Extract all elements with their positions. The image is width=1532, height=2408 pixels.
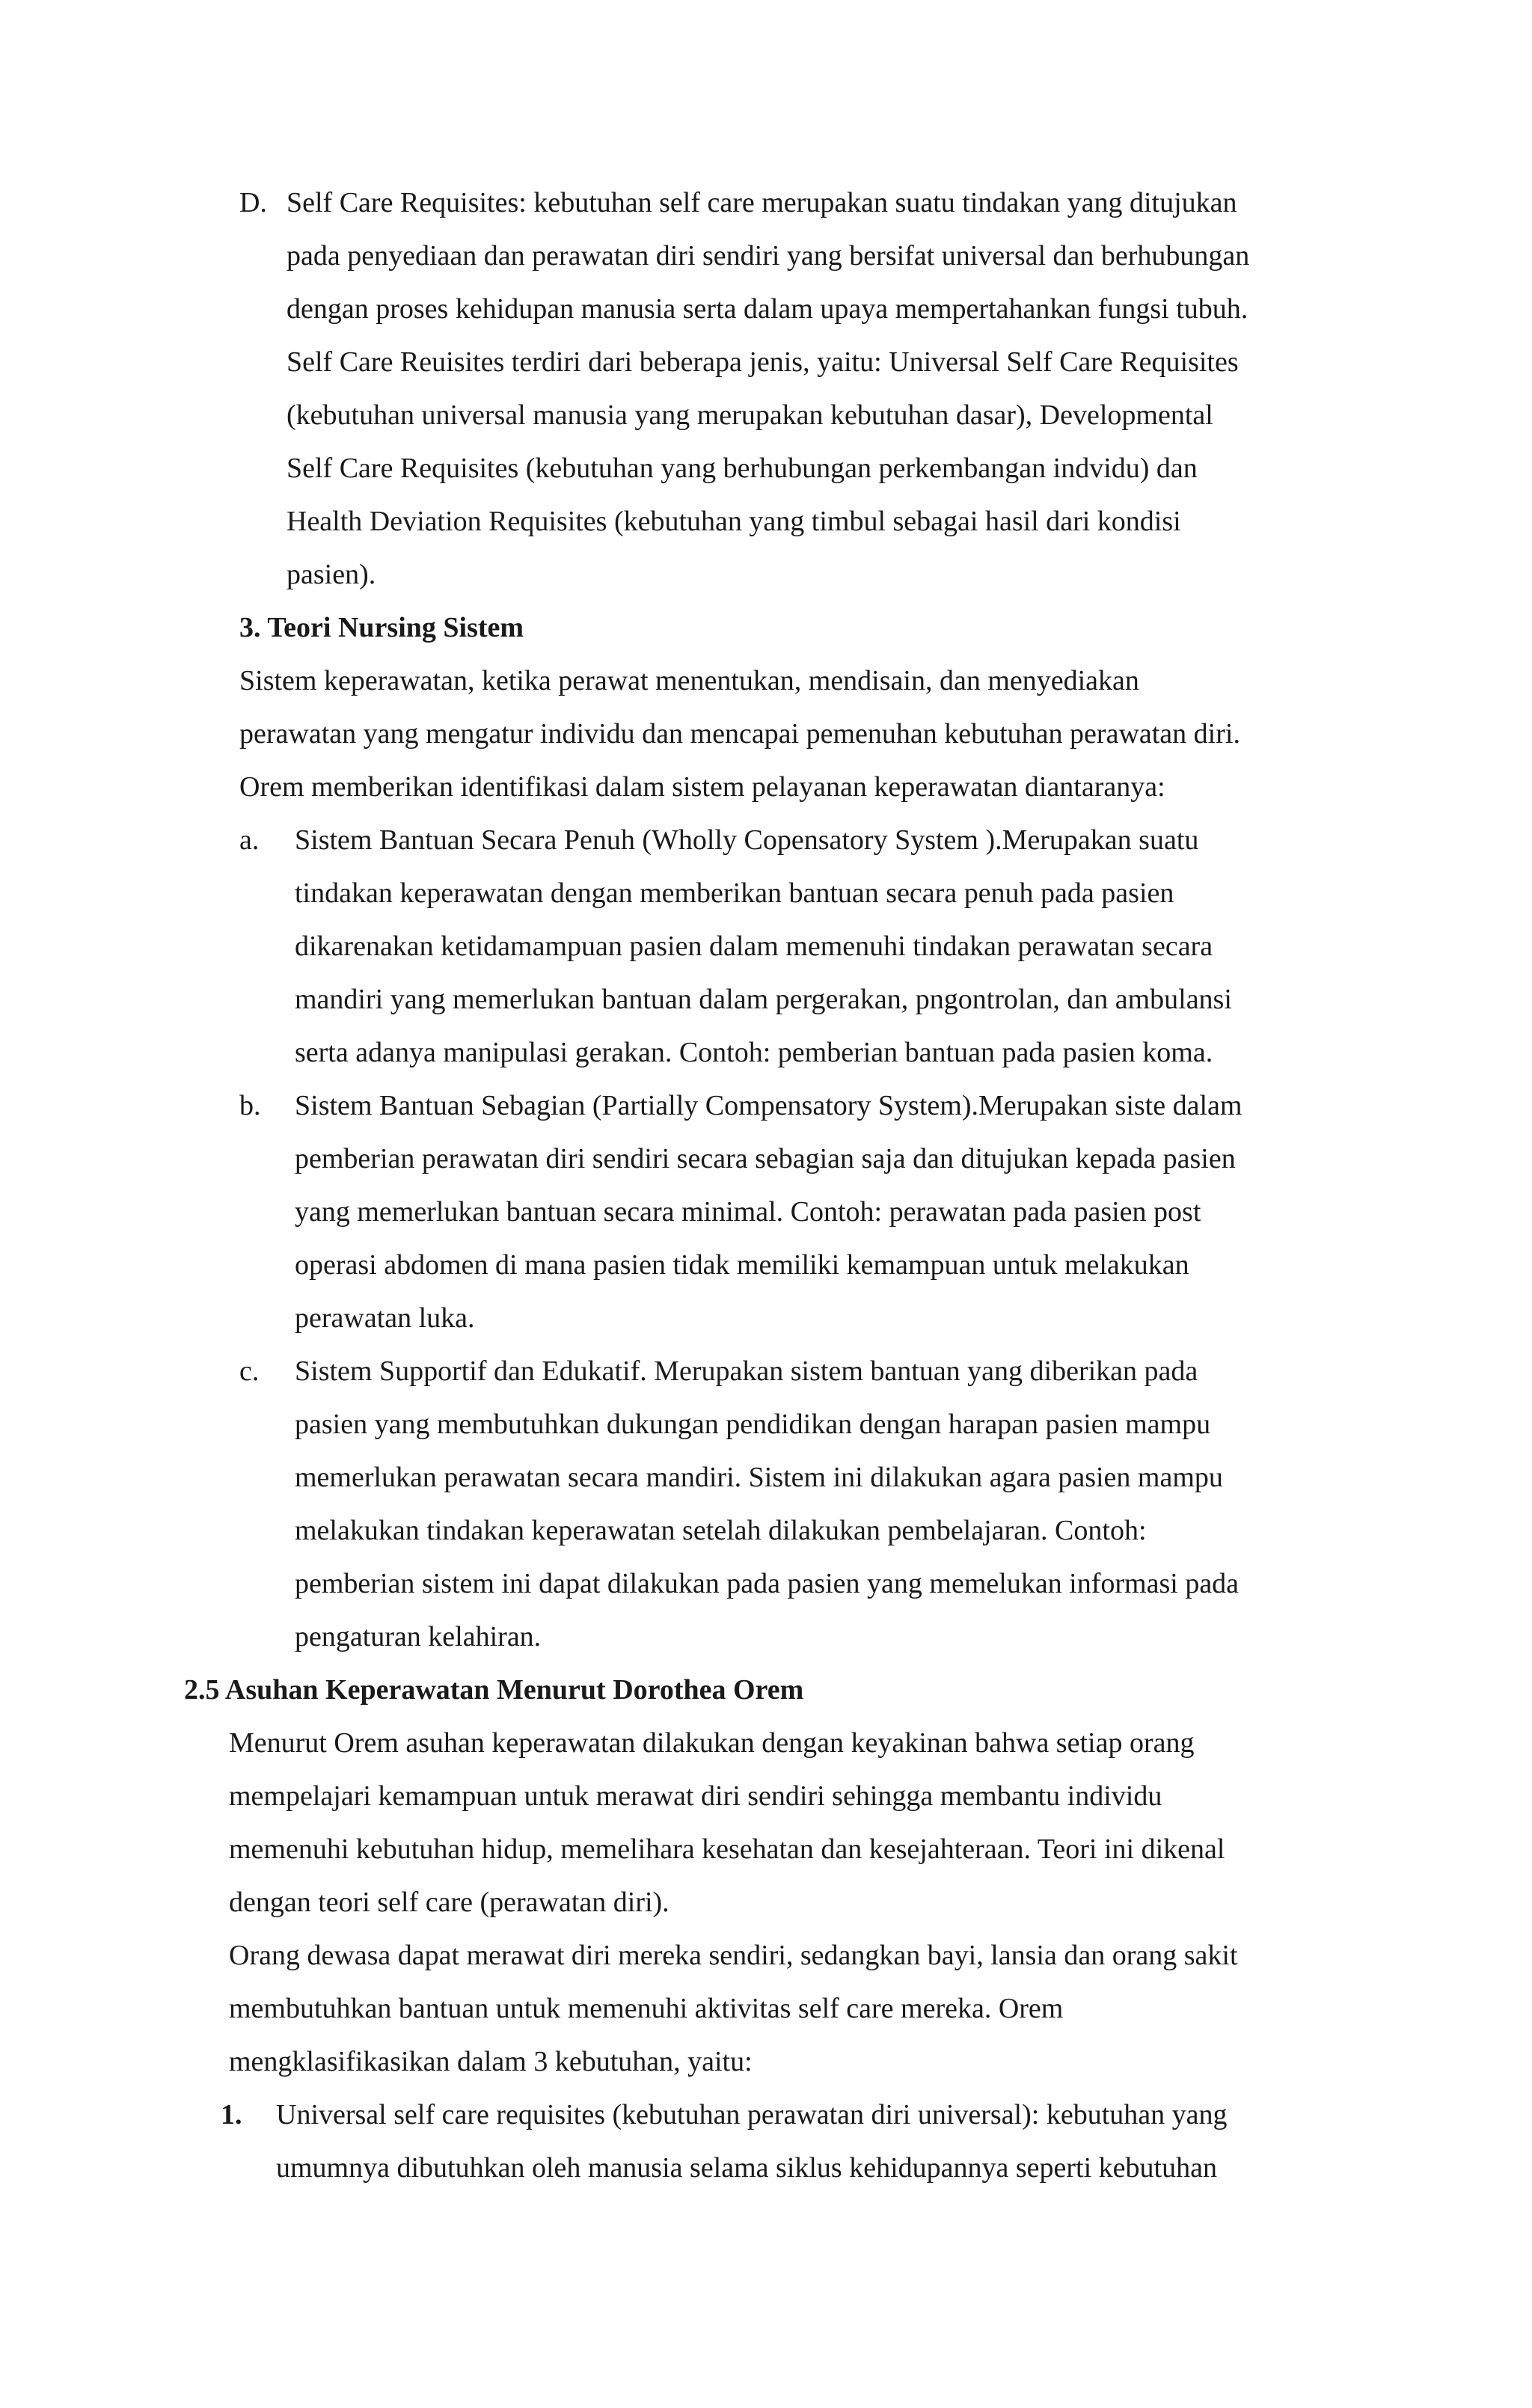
paragraph-line: mempelajari kemampuan untuk merawat diri sendiri sehingga membantu individu bbox=[229, 1780, 1162, 1812]
list-item-text: umumnya dibutuhkan oleh manusia selama siklus kehidupannya seperti kebutuhan bbox=[276, 2152, 1217, 2184]
list-item-text: pasien). bbox=[287, 559, 376, 590]
list-item-text: pemberian sistem ini dapat dilakukan pada pasien yang memelukan informasi pada bbox=[295, 1568, 1240, 1599]
paragraph-line: mengklasifikasikan dalam 3 kebutuhan, yaitu: bbox=[229, 2046, 753, 2077]
heading-text: 3. Teori Nursing Sistem bbox=[239, 612, 524, 643]
list-item-text: dengan proses kehidupan manusia serta dalam upaya mempertahankan fungsi tubuh. bbox=[287, 293, 1248, 325]
list-item-text: Self Care Requisites: kebutuhan self care merupakan suatu tindakan yang ditujukan bbox=[287, 187, 1237, 218]
list-item-text: dikarenakan ketidamampuan pasien dalam memenuhi tindakan perawatan secara bbox=[295, 931, 1213, 962]
paragraph-line: memenuhi kebutuhan hidup, memelihara kesehatan dan kesejahteraan. Teori ini dikenal bbox=[229, 1833, 1225, 1865]
list-item-text: Self Care Reuisites terdiri dari beberapa jenis, yaitu: Universal Self Care Requisites bbox=[287, 346, 1239, 378]
list-item-c bbox=[0, 1345, 1532, 1664]
list-item-text: serta adanya manipulasi gerakan. Contoh: pemberian bantuan pada pasien koma. bbox=[295, 1037, 1213, 1068]
list-item-text: memerlukan perawatan secara mandiri. Sistem ini dilakukan agara pasien mampu bbox=[295, 1462, 1223, 1493]
paragraph-line: Orem memberikan identifikasi dalam sistem pelayanan keperawatan diantaranya: bbox=[239, 771, 1165, 803]
list-marker: c. bbox=[239, 1355, 260, 1387]
list-item-text: (kebutuhan universal manusia yang merupakan kebutuhan dasar), Developmental bbox=[287, 399, 1213, 431]
list-item-text: yang memerlukan bantuan secara minimal. Contoh: perawatan pada pasien post bbox=[295, 1196, 1201, 1228]
list-item-text: Sistem Bantuan Sebagian (Partially Compensatory System).Merupakan siste dalam bbox=[295, 1090, 1243, 1121]
list-marker: b. bbox=[239, 1090, 261, 1121]
paragraph bbox=[0, 1717, 1532, 1929]
paragraph-line: Orang dewasa dapat merawat diri mereka sendiri, sedangkan bayi, lansia dan orang sakit bbox=[229, 1940, 1238, 1971]
section-heading-nursing-system bbox=[0, 601, 1532, 655]
list-item-text: Health Deviation Requisites (kebutuhan yang timbul sebagai hasil dari kondisi bbox=[287, 506, 1181, 537]
paragraph-line: Sistem keperawatan, ketika perawat menentukan, mendisain, dan menyediakan bbox=[239, 665, 1139, 696]
numbered-item-1 bbox=[0, 2089, 1532, 2195]
list-marker: 1. bbox=[221, 2099, 242, 2130]
list-item-text: Sistem Supportif dan Edukatif. Merupakan sistem bantuan yang diberikan pada bbox=[295, 1355, 1198, 1387]
paragraph-line: membutuhkan bantuan untuk memenuhi aktivitas self care mereka. Orem bbox=[229, 1993, 1064, 2024]
list-item-text: mandiri yang memerlukan bantuan dalam pergerakan, pngontrolan, dan ambulansi bbox=[295, 984, 1232, 1015]
list-item-text: pengaturan kelahiran. bbox=[295, 1621, 542, 1652]
list-item-text: operasi abdomen di mana pasien tidak memiliki kemampuan untuk melakukan bbox=[295, 1249, 1189, 1281]
heading-text: 2.5 Asuhan Keperawatan Menurut Dorothea Orem bbox=[184, 1674, 804, 1706]
paragraph-line: perawatan yang mengatur individu dan mencapai pemenuhan kebutuhan perawatan diri. bbox=[239, 718, 1240, 750]
list-item-a bbox=[0, 814, 1532, 1079]
list-item-d bbox=[0, 177, 1532, 601]
list-item-text: perawatan luka. bbox=[295, 1302, 475, 1334]
paragraph-line: Menurut Orem asuhan keperawatan dilakukan dengan keyakinan bahwa setiap orang bbox=[229, 1727, 1195, 1759]
list-item-text: melakukan tindakan keperawatan setelah dilakukan pembelajaran. Contoh: bbox=[295, 1515, 1147, 1546]
list-item-b bbox=[0, 1079, 1532, 1345]
section-heading-asuhan-keperawatan bbox=[0, 1664, 1532, 1717]
list-item-text: Sistem Bantuan Secara Penuh (Wholly Copensatory System ).Merupakan suatu bbox=[295, 824, 1199, 856]
list-item-text: Universal self care requisites (kebutuhan perawatan diri universal): kebutuhan yang bbox=[276, 2099, 1228, 2130]
list-item-text: Self Care Requisites (kebutuhan yang berhubungan perkembangan indvidu) dan bbox=[287, 453, 1198, 484]
list-item-text: pasien yang membutuhkan dukungan pendidikan dengan harapan pasien mampu bbox=[295, 1409, 1211, 1440]
list-item-text: pemberian perawatan diri sendiri secara sebagian saja dan ditujukan kepada pasien bbox=[295, 1143, 1236, 1174]
list-item-text: tindakan keperawatan dengan memberikan bantuan secara penuh pada pasien bbox=[295, 877, 1174, 909]
paragraph bbox=[0, 1929, 1532, 2089]
list-marker: a. bbox=[239, 824, 260, 856]
paragraph bbox=[0, 655, 1532, 814]
list-item-text: pada penyediaan dan perawatan diri sendiri yang bersifat universal dan berhubungan bbox=[287, 240, 1250, 272]
list-marker: D. bbox=[239, 187, 267, 218]
paragraph-line: dengan teori self care (perawatan diri). bbox=[229, 1887, 670, 1918]
